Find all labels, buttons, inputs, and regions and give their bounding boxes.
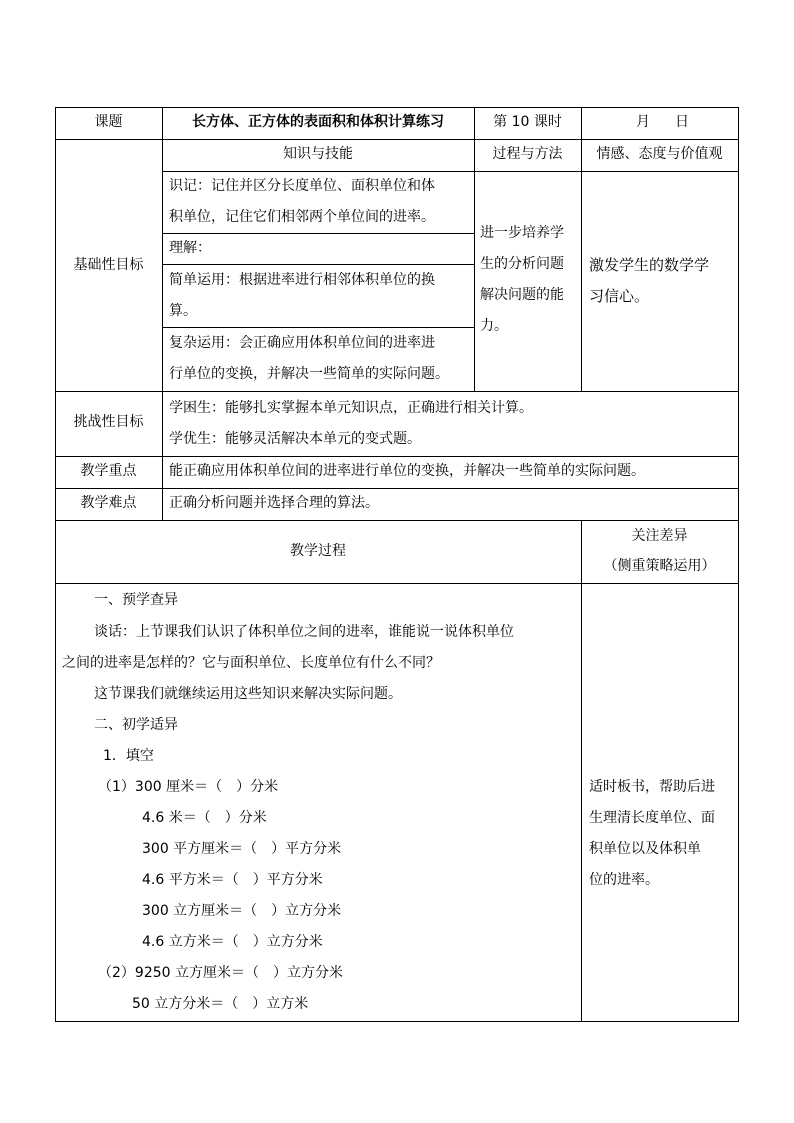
side-header-line-1: 关注差异 — [631, 528, 688, 544]
process-line-2: 生的分析问题 — [480, 256, 564, 272]
side-note-line-2: 生理清长度单位、面 — [589, 810, 715, 826]
process-text-2: 谈话：上节课我们认识了体积单位之间的进率，谁能说一说体积单位 — [94, 624, 514, 640]
lesson-number: 第 10 课时 — [493, 114, 562, 130]
process-text-6: 1．填空 — [103, 748, 154, 764]
process-text-3: 之间的进率是怎样的？它与面积单位、长度单位有什么不同？ — [62, 655, 440, 671]
simple-line-2: 算。 — [169, 303, 197, 319]
complex-line-2: 行单位的变换，并解决一些简单的实际问题。 — [169, 366, 449, 382]
process-text-7: （1）300 厘米＝（ ）分米 — [98, 779, 279, 795]
process-line-4: 力。 — [480, 318, 508, 334]
side-note-line-1: 适时板书，帮助后进 — [589, 779, 715, 795]
memorize-line-2: 积单位，记住它们相邻两个单位间的进率。 — [169, 209, 435, 225]
process-text-5: 二、初学适异 — [94, 717, 178, 733]
process-text-13: （2）9250 立方厘米＝（ ）立方分米 — [98, 965, 343, 981]
col-process: 过程与方法 — [492, 146, 563, 162]
process-header: 教学过程 — [290, 543, 346, 559]
emotion-line-2: 习信心。 — [589, 287, 650, 305]
basic-objective-label: 基础性目标 — [73, 257, 144, 273]
process-text-11: 300 立方厘米＝（ ）立方分米 — [142, 903, 342, 919]
side-header-line-2: （侧重策略运用） — [603, 558, 716, 574]
process-text-12: 4.6 立方米＝（ ）立方分米 — [142, 934, 323, 950]
memorize-line-1: 识记：记住并区分长度单位、面积单位和体 — [169, 178, 435, 194]
challenge-line-1: 学困生：能够扎实掌握本单元知识点，正确进行相关计算。 — [169, 400, 533, 416]
key-point-label: 教学重点 — [80, 463, 137, 479]
complex-line-1: 复杂运用：会正确应用体积单位间的进率进 — [169, 335, 435, 351]
challenge-objective-label: 挑战性目标 — [73, 414, 144, 430]
topic-label: 课题 — [94, 114, 123, 130]
side-note-line-3: 积单位以及体积单 — [589, 841, 701, 857]
date-month: 月 — [636, 114, 650, 130]
understand-text: 理解： — [169, 240, 211, 256]
col-emotion: 情感、态度与价值观 — [596, 146, 723, 162]
challenge-line-2: 学优生：能够灵活解决本单元的变式题。 — [169, 431, 421, 447]
topic-title: 长方体、正方体的表面积和体积计算练习 — [192, 114, 444, 130]
emotion-line-1: 激发学生的数学学 — [589, 256, 710, 274]
difficulty-label: 教学难点 — [80, 495, 137, 511]
col-knowledge: 知识与技能 — [283, 146, 353, 162]
simple-line-1: 简单运用：根据进率进行相邻体积单位的换 — [169, 272, 435, 288]
difficulty-text: 正确分析问题并选择合理的算法。 — [169, 495, 379, 511]
key-point-text: 能正确应用体积单位间的进率进行单位的变换，并解决一些简单的实际问题。 — [169, 463, 645, 479]
process-text-10: 4.6 平方米＝（ ）平方分米 — [142, 872, 323, 888]
process-line-1: 进一步培养学 — [480, 225, 564, 241]
process-text-9: 300 平方厘米＝（ ）平方分米 — [142, 841, 342, 857]
process-line-3: 解决问题的能 — [480, 287, 564, 303]
date-day: 日 — [675, 114, 689, 130]
process-text-4: 这节课我们就继续运用这些知识来解决实际问题。 — [94, 686, 402, 702]
process-text-1: 一、预学查异 — [94, 592, 178, 608]
side-note-line-4: 位的进率。 — [589, 872, 659, 888]
process-text-14: 50 立方分米＝（ ）立方米 — [132, 996, 309, 1012]
process-text-8: 4.6 米＝（ ）分米 — [142, 810, 267, 826]
